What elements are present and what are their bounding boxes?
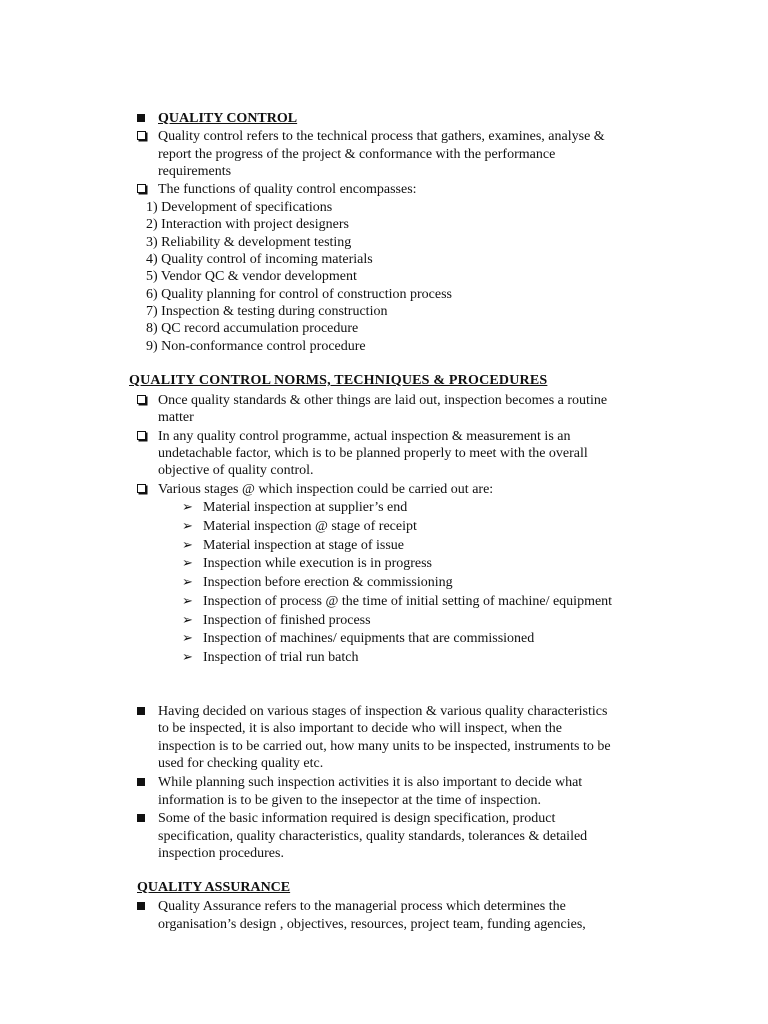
filled-square-bullet-icon (137, 898, 145, 916)
list-item-text: Material inspection @ stage of receipt (203, 519, 417, 534)
arrowhead-icon: ➢ (182, 538, 193, 553)
filled-square-bullet-icon (137, 774, 145, 792)
text-line: to be inspected, it is also important to decide who will inspect, when the (158, 721, 562, 736)
arrowhead-icon: ➢ (182, 500, 193, 515)
arrowhead-icon: ➢ (182, 556, 193, 571)
text-line: Some of the basic information required is design specification, product (158, 811, 556, 826)
list-item-text: 3) Reliability & development testing (146, 235, 352, 250)
qa-heading: QUALITY ASSURANCE (137, 880, 291, 895)
box-bullet-icon (137, 181, 146, 199)
text-line: requirements (158, 164, 232, 179)
text-line: report the progress of the project & conformance with the performance (158, 147, 556, 162)
filled-square-bullet-icon (137, 703, 145, 721)
text-line: Quality control refers to the technical process that gathers, examines, analyse & (158, 129, 605, 144)
list-item-text: Inspection while execution is in progress (203, 556, 433, 571)
arrowhead-icon: ➢ (182, 613, 193, 628)
text-line: Quality Assurance refers to the managerial process which determines the (158, 899, 566, 914)
arrowhead-icon: ➢ (182, 575, 193, 590)
text-line: matter (158, 410, 194, 425)
norms-heading: QUALITY CONTROL NORMS, TECHNIQUES & PROCEDURES (129, 373, 548, 388)
text-line: In any quality control programme, actual inspection & measurement is an (158, 429, 571, 444)
box-bullet-icon (137, 128, 146, 146)
list-item-text: 6) Quality planning for control of construction process (146, 287, 452, 302)
text-line: inspection is to be carried out, how many units to be inspected, instruments to be (158, 739, 611, 754)
arrowhead-icon: ➢ (182, 650, 193, 665)
text-line: inspection procedures. (158, 846, 284, 861)
qc-heading: QUALITY CONTROL (158, 111, 298, 126)
list-item-text: 9) Non-conformance control procedure (146, 339, 366, 354)
arrowhead-icon: ➢ (182, 519, 193, 534)
text-line: Various stages @ which inspection could be carried out are: (158, 482, 494, 497)
list-item-text: 7) Inspection & testing during construction (146, 304, 388, 319)
arrowhead-icon: ➢ (182, 594, 193, 609)
text-line: information is to be given to the insepector at the time of inspection. (158, 793, 541, 808)
text-line: Having decided on various stages of inspection & various quality characteristics (158, 704, 608, 719)
list-item-text: Material inspection at supplier’s end (203, 500, 408, 515)
text-line: The functions of quality control encompasses: (158, 182, 417, 197)
filled-square-bullet-icon (137, 810, 145, 828)
list-item-text: Inspection of finished process (203, 613, 371, 628)
list-item-text: 1) Development of specifications (146, 200, 333, 215)
list-item-text: 2) Interaction with project designers (146, 217, 349, 232)
list-item-text: Inspection before erection & commissioning (203, 575, 453, 590)
text-line: While planning such inspection activities it is also important to decide what (158, 775, 583, 790)
list-item-text: Inspection of process @ the time of initial setting of machine/ equipment (203, 594, 613, 609)
box-bullet-icon (137, 481, 146, 499)
list-item-text: 5) Vendor QC & vendor development (146, 269, 357, 284)
text-line: used for checking quality etc. (158, 756, 324, 771)
box-bullet-icon (137, 392, 146, 410)
text-line: Once quality standards & other things are laid out, inspection becomes a routine (158, 393, 608, 408)
text-line: undetachable factor, which is to be planned properly to meet with the overall (158, 446, 588, 461)
list-item-text: Inspection of trial run batch (203, 650, 359, 665)
text-line: objective of quality control. (158, 463, 314, 478)
list-item-text: 8) QC record accumulation procedure (146, 321, 359, 336)
text-line: organisation’s design , objectives, resources, project team, funding agencies, (158, 917, 586, 932)
box-bullet-icon (137, 428, 146, 446)
list-item-text: 4) Quality control of incoming materials (146, 252, 373, 267)
list-item-text: Material inspection at stage of issue (203, 538, 404, 553)
arrowhead-icon: ➢ (182, 631, 193, 646)
text-line: specification, quality characteristics, quality standards, tolerances & detailed (158, 829, 588, 844)
list-item-text: Inspection of machines/ equipments that are commissioned (203, 631, 535, 646)
filled-square-bullet-icon (137, 110, 145, 128)
